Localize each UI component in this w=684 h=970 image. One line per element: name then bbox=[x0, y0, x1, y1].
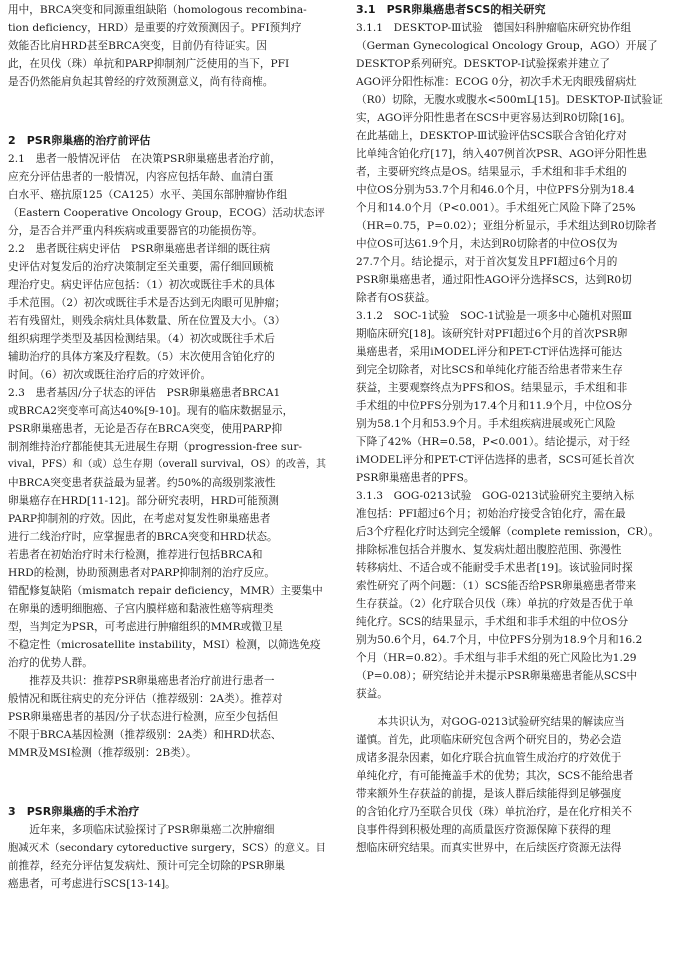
text-line: （Eastern Cooperative Oncology Group，ECOG）活动状态评 bbox=[8, 207, 325, 219]
section-heading: 3 PSR卵巢癌的手术治疗 bbox=[8, 805, 140, 818]
text-line: PSR卵巢癌患者，无论是否存在BRCA突变，使用PARP抑 bbox=[8, 423, 283, 435]
text-line: 进行二线治疗时，应掌握患者的BRCA突变和HRD状态。 bbox=[8, 531, 278, 543]
text-line: 手术范围。（2）初次或既往手术是否达到无肉眼可见肿瘤； bbox=[8, 297, 286, 309]
text-line: 2.2 患者既往病史评估 PSR卵巢癌患者详细的既往病 bbox=[8, 243, 271, 255]
text-line: 胞减灭术（secondary cytoreductive surgery，SCS）的意义。目 bbox=[8, 842, 326, 854]
text-line: 3.1.3 GOG-0213试验 GOG-0213试验研究主要纳入标 bbox=[356, 490, 635, 502]
text-line: 良事件得到积极处理的高质量医疗资源保障下获得的理 bbox=[356, 824, 611, 836]
text-line: 型，当判定为PSR，可考虑进行肿瘤组织的MMR或微卫星 bbox=[8, 621, 284, 633]
text-line: 单纯化疗，有可能掩盖手术的优势；其次，SCS不能给患者 bbox=[356, 770, 634, 782]
text-line: 别为50.6个月，64.7个月，中位PFS分别为18.9个月和16.2 bbox=[356, 634, 643, 646]
text-line: 制剂维持治疗都能使其无进展生存期（progression-free sur- bbox=[8, 441, 303, 453]
text-line: 索性研究了两个问题：（1）SCS能否给PSR卵巢癌患者带来 bbox=[356, 580, 637, 592]
text-line: 排除标准包括合并腹水、复发病灶超出腹腔范围、弥漫性 bbox=[356, 544, 622, 556]
text-line: 期临床研究[18]。该研究针对PFI超过6个月的首次PSR卵 bbox=[356, 328, 628, 340]
text-line: 个月和14.0个月（P<0.001）。手术组死亡风险下降了25% bbox=[356, 202, 636, 214]
text-line: PSR卵巢癌患者的基因/分子状态进行检测，应至少包括但 bbox=[8, 711, 279, 723]
text-line: 近年来，多项临床试验探讨了PSR卵巢癌二次肿瘤细 bbox=[8, 824, 275, 836]
text-line: 是否仍然能肩负起其曾经的疗效预测意义，尚有待商榷。 bbox=[8, 76, 274, 88]
text-line: vival，PFS）和（或）总生存期（overall survival，OS）的改善，其 bbox=[8, 459, 327, 470]
text-line: 史评估对复发后的治疗决策制定至关重要，需仔细回顾梳 bbox=[8, 261, 274, 273]
text-line: 获益。 bbox=[356, 688, 388, 700]
text-line: 除者有OS获益。 bbox=[356, 292, 436, 304]
text-line: 纯化疗。SCS的结果显示，手术组和非手术组的中位OS分 bbox=[356, 616, 629, 628]
text-line: 在此基础上，DESKTOP-Ⅲ试验评估SCS联合含铂化疗对 bbox=[356, 130, 627, 142]
text-line: 应充分评估患者的一般情况，内容应包括年龄、血清白蛋 bbox=[8, 171, 274, 183]
text-line: 不稳定性（microsatellite instability，MSI）检测，以筛选免疫 bbox=[8, 639, 321, 651]
text-line: 癌患者，可考虑进行SCS[13-14]。 bbox=[8, 878, 176, 890]
text-line: 的含铂化疗乃至联合贝伐（珠）单抗治疗，是在化疗相关不 bbox=[356, 806, 632, 818]
text-line: AGO评分阳性标准：ECOG 0分，初次手术无肉眼残留病灶 bbox=[356, 76, 637, 88]
text-line: 理治疗史。病史评估应包括：（1）初次或既往手术的具体 bbox=[8, 279, 275, 291]
text-line: 前推荐，经充分评估复发病灶、预计可完全切除的PSR卵巢 bbox=[8, 860, 286, 872]
text-line: 此，在贝伐（珠）单抗和PARP抑制剂广泛使用的当下，PFI bbox=[8, 58, 290, 70]
text-line: 中BRCA突变患者获益最为显著。约50%的高级别浆液性 bbox=[8, 477, 276, 489]
text-line: 卵巢癌存在HRD[11-12]。部分研究表明，HRD可能预测 bbox=[8, 495, 279, 507]
text-line: 带来额外生存获益的前提，是该人群后续能得到足够强度 bbox=[356, 788, 622, 800]
text-line: 分，是否合并严重内科疾病或重要器官的功能损伤等。 bbox=[8, 225, 263, 237]
text-line: 生存获益。（2）化疗联合贝伐（珠）单抗的疗效是否优于单 bbox=[356, 598, 634, 610]
text-line: DESKTOP系列研究。DESKTOP-Ⅰ试验探索并建立了 bbox=[356, 58, 611, 70]
text-line: PARP抑制剂的疗效。因此，在考虑对复发性卵巢癌患者 bbox=[8, 513, 271, 525]
text-line: 准包括：PFI超过6个月；初始治疗接受含铂化疗，需在最 bbox=[356, 508, 626, 520]
text-line: 般情况和既往病史的充分评估（推荐级别：2A类）。推荐对 bbox=[8, 693, 283, 705]
text-line: 时间。（6）初次或既往治疗后的疗效评价。 bbox=[8, 369, 212, 381]
text-line: 2.1 患者一般情况评估 在决策PSR卵巢癌患者治疗前， bbox=[8, 153, 281, 165]
text-line: 实，AGO评分阳性患者在SCS中更容易达到R0切除[16]。 bbox=[356, 112, 632, 124]
text-line: 白水平、癌抗原125（CA125）水平、美国东部肿瘤协作组 bbox=[8, 189, 288, 201]
text-line: 转移病灶、不适合或不能耐受手术患者[19]。该试验同时探 bbox=[356, 562, 633, 574]
text-line: 到完全切除者，对比SCS和单纯化疗能否给患者带来生存 bbox=[356, 364, 623, 376]
text-line: PSR卵巢癌患者的PFS。 bbox=[356, 472, 475, 484]
text-line: 想临床研究结果。而真实世界中，在后续医疗资源无法得 bbox=[356, 842, 622, 854]
section-heading: 3.1 PSR卵巢癌患者SCS的相关研究 bbox=[356, 3, 546, 16]
text-line: 效能否比肩HRD甚至BRCA突变，目前仍有待证实。因 bbox=[8, 40, 268, 52]
text-line: 成诸多混杂因素，如化疗联合抗血管生成治疗的疗效优于 bbox=[356, 752, 622, 764]
text-line: 获益，主要观察终点为PFS和OS。结果显示，手术组和非 bbox=[356, 382, 628, 394]
text-line: 辅助治疗的具体方案及疗程数。（5）末次使用含铂化疗的 bbox=[8, 351, 275, 363]
text-line: 3.1.1 DESKTOP-Ⅲ试验 德国妇科肿瘤临床研究协作组 bbox=[356, 22, 632, 34]
text-line: iMODEL评分和PET-CT评估选择的患者，SCS可延长首次 bbox=[356, 454, 635, 466]
text-line: （P=0.08）；研究结论并未提示PSR卵巢癌患者能从SCS中 bbox=[356, 670, 638, 682]
text-line: 错配修复缺陷（mismatch repair deficiency，MMR）主要集中 bbox=[8, 585, 323, 597]
text-line: 者，主要研究终点是OS。结果显示，手术组和非手术组的 bbox=[356, 166, 627, 178]
text-line: 下降了42%（HR=0.58，P<0.001）。结论提示，对于经 bbox=[356, 436, 630, 448]
text-line: （R0）切除，无腹水或腹水<500mL[15]。DESKTOP-Ⅱ试验证 bbox=[356, 94, 663, 106]
text-line: PSR卵巢癌患者，通过阳性AGO评分选择SCS，达到R0切 bbox=[356, 274, 632, 286]
text-line: 组织病理学类型及基因检测结果。（4）初次或既往手术后 bbox=[8, 333, 275, 345]
text-line: 个月（HR=0.82）。手术组与非手术组的死亡风险比为1.29 bbox=[356, 652, 637, 664]
text-line: 在卵巢的透明细胞癌、子宫内膜样癌和黏液性癌等病理类 bbox=[8, 603, 274, 615]
text-line: 比单纯含铂化疗[17]，纳入407例首次PSR、AGO评分阳性患 bbox=[356, 148, 648, 160]
text-line: 用中，BRCA突变和同源重组缺陷（homologous recombina- bbox=[8, 4, 307, 16]
text-line: （German Gynecological Oncology Group，AGO）开展了 bbox=[356, 40, 658, 52]
text-line: 中位OS分别为53.7个月和46.0个月，中位PFS分别为18.4 bbox=[356, 184, 635, 196]
text-line: 或BRCA2突变率可高达40%[9-10]。现有的临床数据显示， bbox=[8, 405, 294, 417]
text-line: （HR=0.75，P=0.02）；亚组分析显示，手术组达到R0切除者 bbox=[356, 220, 657, 232]
text-line: 若有残留灶，则残余病灶具体数量、所在位置及大小。（3） bbox=[8, 315, 286, 327]
text-line: HRD的检测，协助预测患者对PARP抑制剂的治疗反应。 bbox=[8, 567, 276, 579]
text-line: 治疗的优势人群。 bbox=[8, 657, 93, 669]
text-line: 手术组的中位PFS分别为17.4个月和11.9个月，中位OS分 bbox=[356, 400, 633, 412]
section-heading: 2 PSR卵巢癌的治疗前评估 bbox=[8, 134, 151, 147]
text-line: 后3个疗程化疗时达到完全缓解（complete remission，CR）。 bbox=[356, 526, 660, 538]
text-line: 推荐及共识：推荐PSR卵巢癌患者治疗前进行患者一 bbox=[8, 675, 275, 687]
text-line: MMR及MSI检测（推荐级别：2B类）。 bbox=[8, 747, 197, 759]
text-line: 不限于BRCA基因检测（推荐级别：2A类）和HRD状态、 bbox=[8, 729, 282, 741]
text-line: 2.3 患者基因/分子状态的评估 PSR卵巢癌患者BRCA1 bbox=[8, 387, 281, 399]
text-line: 中位OS可达61.9个月，未达到R0切除者的中位OS仅为 bbox=[356, 238, 618, 250]
text-line: 3.1.2 SOC-1试验 SOC-1试验是一项多中心随机对照Ⅲ bbox=[356, 310, 633, 322]
text-line: 本共识认为，对GOG-0213试验研究结果的解读应当 bbox=[356, 716, 625, 728]
text-line: 谨慎。首先，此项临床研究包含两个研究目的，势必会造 bbox=[356, 734, 622, 746]
text-line: 27.7个月。结论提示，对于首次复发且PFI超过6个月的 bbox=[356, 256, 618, 268]
text-line: tion deficiency，HRD）是重要的疗效预测因子。PFI预判疗 bbox=[8, 22, 302, 34]
text-line: 若患者在初始治疗时未行检测，推荐进行包括BRCA和 bbox=[8, 549, 263, 561]
text-line: 别为58.1个月和53.9个月。手术组疾病进展或死亡风险 bbox=[356, 418, 616, 430]
text-line: 巢癌患者，采用iMODEL评分和PET-CT评估选择可能达 bbox=[356, 346, 623, 358]
